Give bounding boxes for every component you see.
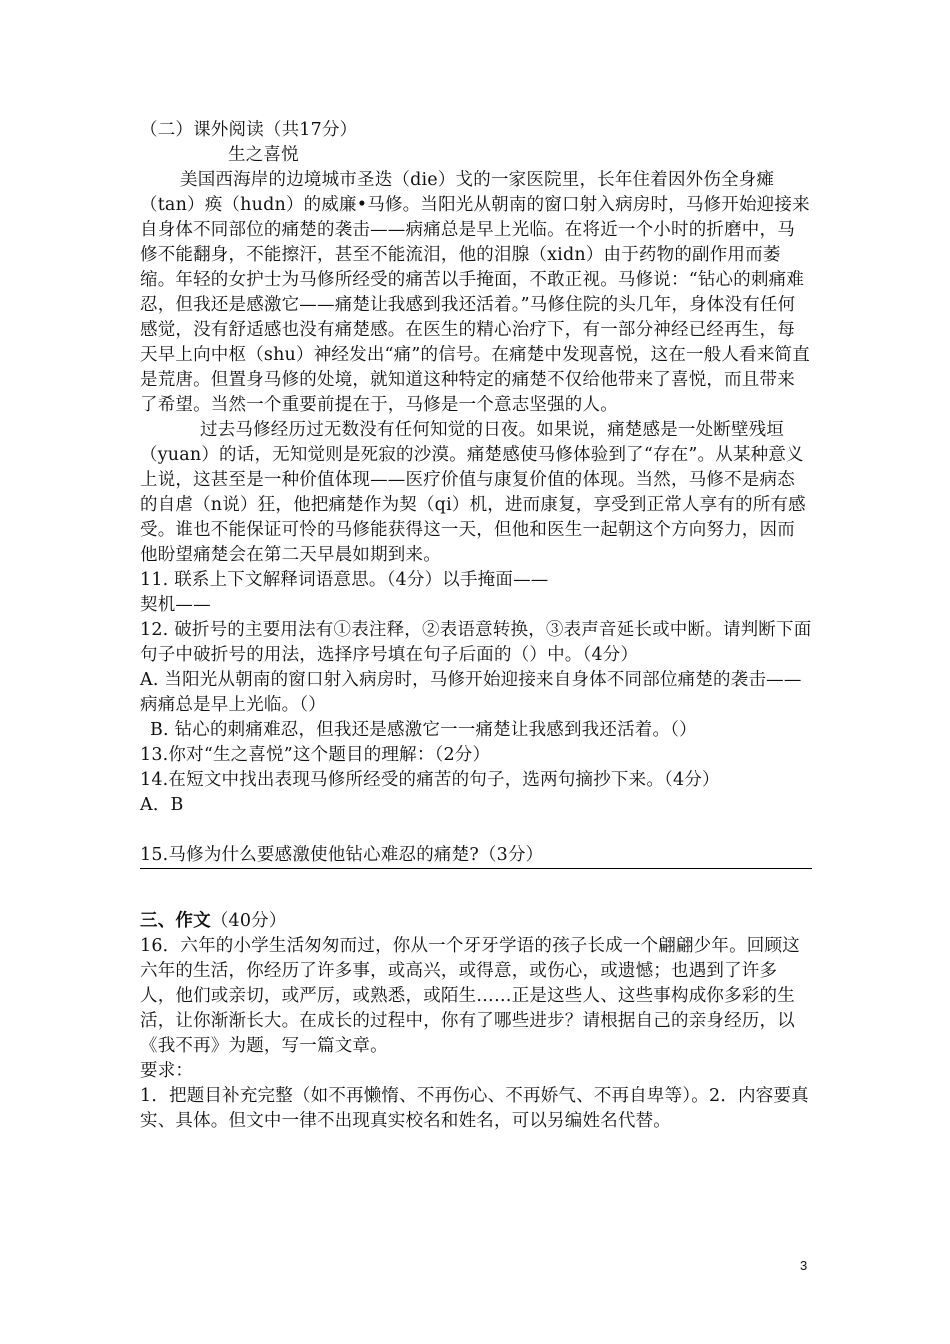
passage-paragraph-1: 美国西海岸的边境城市圣迭（die）戈的一家医院里，长年住着因外伤全身瘫（tan）痪（hudn）的威廉•马修。当阳光从朝南的窗口射入病房时，马修开始迎接来自身体不同部位的痛楚的袭击——病痛总是早上光临。在将近一个小时的折磨中，马修不能翻身，不能擦汗，甚至不能流泪，他的泪腺（xidn）由于药物的副作用而萎缩。年轻的女护士为马修所经受的痛苦以手掩面，不敢正视。马修说：“钻心的刺痛难忍，但我还是感激它——痛楚让我感到我还活着。”马修住院的头几年，身体没有任何感觉，没有舒适感也没有痛楚感。在医生的精心治疗下，有一部分神经已经再生，每天早上向中枢（shu）神经发出“痛”的信号。在痛楚中发现喜悦，这在一般人看来简直是荒唐。但置身马修的处境，就知道这种特定的痛楚不仅给他带来了喜悦，而且带来了希望。当然一个重要前提在于，马修是一个意志坚强的人。 <box>140 170 810 415</box>
requirements-text: 1．把题目补充完整（如不再懒惰、不再伤心、不再娇气、不再自卑等）。2．内容要真实、具体。但文中一律不出现真实校名和姓名，可以另编姓名代替。 <box>140 1086 809 1131</box>
page-number: 3 <box>800 1258 808 1273</box>
composition-heading-points: （40分） <box>210 911 287 931</box>
question-12-a: A. 当阳光从朝南的窗口射入病房时，马修开始迎接来自身体不同部位痛楚的袭击——病痛总是早上光临。（） <box>140 670 802 715</box>
requirements-label: 要求： <box>140 1061 194 1081</box>
question-14: 14.在短文中找出表现马修所经受的痛苦的句子，选两句摘抄下来。（4分） <box>140 770 720 790</box>
blank-space <box>140 869 812 909</box>
passage-title: 生之喜悦 <box>228 145 299 165</box>
question-12: 12. 破折号的主要用法有①表注释，②表语意转换，③表声音延长或中断。请判断下面句子中破折号的用法，选择序号填在句子后面的（）中。（4分） <box>140 620 812 665</box>
question-11: 11. 联系上下文解释词语意思。（4分）以手掩面—— <box>140 570 549 590</box>
question-12-b: B. 钻心的刺痛难忍，但我还是感激它一一痛楚让我感到我还活着。（） <box>150 720 697 740</box>
question-14-options: A．B <box>140 795 184 815</box>
question-13: 13.你对“生之喜悦”这个题目的理解：（2分） <box>140 745 491 765</box>
question-11-sub: 契机—— <box>140 595 211 615</box>
blank-space <box>140 818 812 843</box>
question-15: 15.马修为什么要感激使他钻心难忍的痛楚?（3分） <box>140 843 812 869</box>
composition-heading <box>140 909 812 934</box>
composition-heading-title: 三、作文 <box>140 911 211 931</box>
passage-paragraph-2: 过去马修经历过无数没有任何知觉的日夜。如果说，痛楚感是一处断壁残垣（yuan）的话，无知觉则是死寂的沙漠。痛楚感使马修体验到了“存在”。从某种意义上说，这甚至是一种价值体现——医疗价值与康复价值的体现。当然，马修不是病态的自虐（n说）狂，他把痛楚作为契（qi）机，进而康复，享受到正常人享有的所有感受。谁也不能保证可怜的马修能获得这一天，但他和医生一起朝这个方向努力，因而他盼望痛楚会在第二天早晨如期到来。 <box>140 420 806 565</box>
question-16: 16．六年的小学生活匆匆而过，你从一个牙牙学语的孩子长成一个翩翩少年。回顾这六年的生活，你经历了许多事，或高兴，或得意，或伤心，或遗憾；也遇到了许多人，他们或亲切，或严厉，或熟悉，或陌生……正是这些人、这些事构成你多彩的生活，让你渐渐长大。在成长的过程中，你有了哪些进步？请根据自己的亲身经历，以《我不再》为题，写一篇文章。 <box>140 936 800 1056</box>
page-content <box>140 118 812 1134</box>
section-heading: （二）课外阅读（共17分） <box>140 120 358 140</box>
